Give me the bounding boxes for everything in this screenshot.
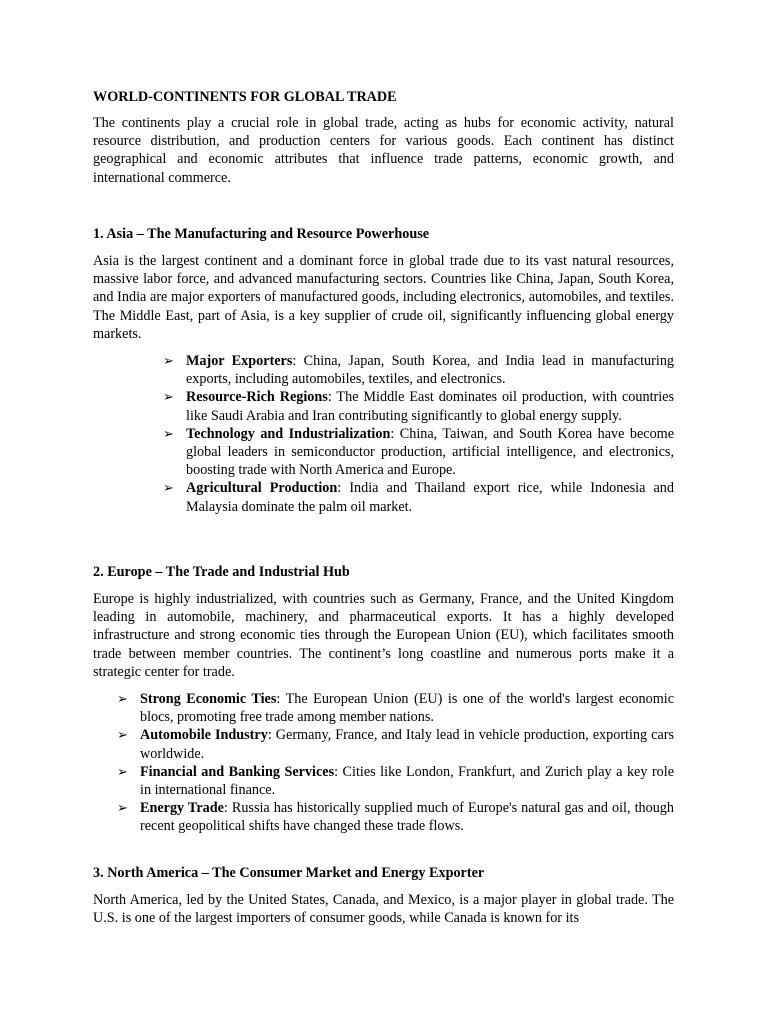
bullet-term: Energy Trade <box>140 800 224 817</box>
list-item <box>163 352 675 388</box>
bullet-term: Strong Economic Ties <box>140 691 277 707</box>
arrow-bullet-icon: ➢ <box>163 353 174 368</box>
arrow-bullet-icon: ➢ <box>117 727 128 743</box>
bullet-term: Financial and Banking Services <box>140 763 335 780</box>
section-heading-asia: 1. Asia – The Manufacturing and Resource Powerhouse <box>93 226 430 242</box>
arrow-bullet-icon: ➢ <box>117 691 128 706</box>
list-item <box>163 479 674 515</box>
bullet-term: Major Exporters <box>186 353 293 369</box>
bullet-list-asia <box>163 352 675 516</box>
list-item <box>117 763 675 799</box>
arrow-bullet-icon: ➢ <box>117 763 128 779</box>
list-item <box>163 388 674 424</box>
intro-paragraph: The continents play a crucial role in global trade, acting as hubs for economic activity, natural resource distribution, and production centers for various goods. Each continent has distinct geographical and economic attributes that influence trade patterns, economic growth, and international commerce. <box>93 115 674 186</box>
section-heading-north-america: 3. North America – The Consumer Market and Energy Exporter <box>93 865 485 881</box>
page-title: WORLD-CONTINENTS FOR GLOBAL TRADE <box>93 89 397 105</box>
bullet-text: : Cities like London, Frankfurt, and Zurich play a key role in international finance. <box>140 763 675 799</box>
list-item <box>117 690 674 726</box>
bullet-text: : India and Thailand export rice, while Indonesia and Malaysia dominate the palm oil market. <box>186 480 674 515</box>
arrow-bullet-icon: ➢ <box>163 480 174 496</box>
bullet-term: Resource-Rich Regions <box>186 389 328 406</box>
list-item <box>163 425 674 480</box>
bullet-text: : Russia has historically supplied much of Europe's natural gas and oil, though recent geopolitical shifts have changed these trade flows. <box>140 800 674 835</box>
arrow-bullet-icon: ➢ <box>163 389 174 405</box>
section-heading-europe: 2. Europe – The Trade and Industrial Hub <box>93 564 350 580</box>
bullet-term: Technology and Industrialization <box>186 425 391 442</box>
bullet-term: Agricultural Production <box>186 480 338 497</box>
bullet-text: : The Middle East dominates oil production, with countries like Saudi Arabia and Iran contributing significantly to global energy supply. <box>186 389 674 424</box>
bullet-text: : Germany, France, and Italy lead in vehicle production, exporting cars worldwide. <box>140 727 674 762</box>
list-item <box>117 799 674 835</box>
section-paragraph-north-america: North America, led by the United States, Canada, and Mexico, is a major player in global trade. The U.S. is one of the largest importers of consumer goods, while Canada is known for its <box>93 892 674 927</box>
bullet-text: : China, Taiwan, and South Korea have become global leaders in semiconductor production, artificial intelligence, and electronics, boosting trade with North America and Europe. <box>186 425 674 479</box>
bullet-list-europe <box>117 690 675 836</box>
bullet-term: Automobile Industry <box>140 727 268 744</box>
list-item <box>117 726 674 762</box>
bullet-text: : China, Japan, South Korea, and India lead in manufacturing exports, including automobiles, textiles, and electronics. <box>186 353 675 388</box>
section-paragraph-europe: Europe is highly industrialized, with countries such as Germany, France, and the United Kingdom leading in automobile, machinery, and pharmaceutical exports. It has a highly developed infrastructure and strong economic ties through the European Union (EU), which facilitates smooth trade between member countries. The continent’s long coastline and numerous ports make it a strategic center for trade. <box>93 591 674 680</box>
bullet-text: : The European Union (EU) is one of the world's largest economic blocs, promoting free trade among member nations. <box>140 691 674 726</box>
section-paragraph-asia: Asia is the largest continent and a dominant force in global trade due to its vast natural resources, massive labor force, and advanced manufacturing sectors. Countries like China, Japan, South Korea, and India are major exporters of manufactured goods, including electronics, automobiles, and textiles. The Middle East, part of Asia, is a key supplier of crude oil, significantly influencing global energy markets. <box>93 253 674 342</box>
arrow-bullet-icon: ➢ <box>163 425 174 441</box>
arrow-bullet-icon: ➢ <box>117 800 128 816</box>
